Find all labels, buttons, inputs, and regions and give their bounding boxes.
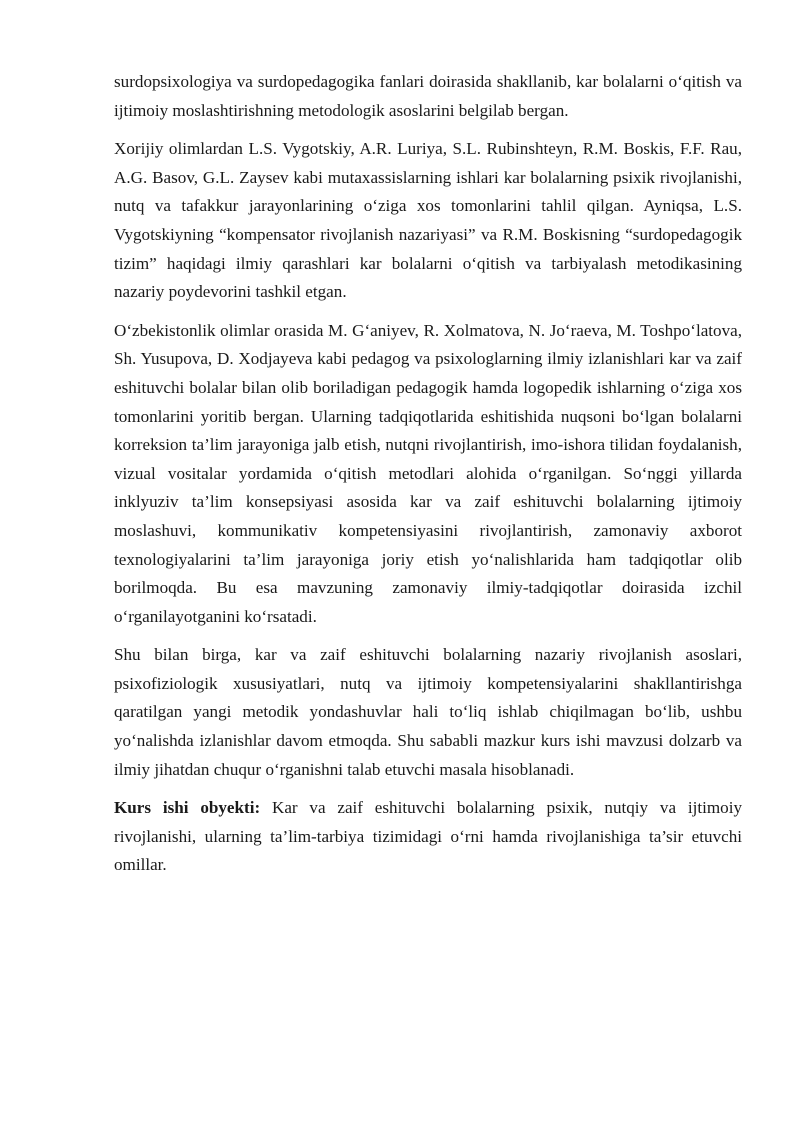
course-object-label: Kurs ishi obyekti:: [114, 798, 261, 818]
paragraph-text: O‘zbekistonlik olimlar orasida M. G‘aniyev, R. Xolmatova, N. Jo‘raeva, M. Toshpo‘latova, Sh. Yusupova, D. Xodjayeva kabi pedagog va psixologlarning ilmiy izlanishlari kar va zaif eshituvchi bolalar bilan olib boriladigan pedagogik hamda logopedik ishlarning o‘ziga xos tomonlarini yoritib bergan. Ularning tadqiqotlarida eshitishida nuqsoni bo‘lgan bolalarni korreksion ta’lim jarayoniga jalb etish, nutqni rivojlantirish, imo-ishora tilidan foydalanish, vizual vositalar yordamida o‘qitish metodlari alohida o‘rganilgan. So‘nggi yillarda inklyuziv ta’lim konsepsiyasi asosida kar va zaif eshituvchi bolalarning ijtimoiy moslashuvi, kommunikativ kompetensiyasini rivojlantirish, zamonaviy axborot texnologiyalarini ta’lim jarayoniga joriy etish yo‘nalishlarida ham tadqiqotlar olib borilmoqda. Bu esa mavzuning zamonaviy ilmiy-tadqiqotlar doirasida izchil o‘rganilayotganini ko‘rsatadi.: [114, 320, 742, 626]
paragraph-intro-continuation: [114, 68, 742, 125]
paragraph-foreign-scholars: [114, 135, 742, 307]
paragraph-text: surdopsixologiya va surdopedagogika fanlari doirasida shakllanib, kar bolalarni o‘qitish va ijtimoiy moslashtirishning metodologik asoslarini belgilab bergan.: [114, 72, 742, 120]
paragraph-uzbek-scholars: [114, 317, 742, 632]
paragraph-text: Xorijiy olimlardan L.S. Vygotskiy, A.R. Luriya, S.L. Rubinshteyn, R.M. Boskis, F.F. Rau, A.G. Basov, G.L. Zaysev kabi mutaxassislarning ishlari kar bolalarning psixik rivojlanishi, nutq va tafakkur jarayonlarining o‘ziga xos tomonlarini tahlil qilgan. Ayniqsa, L.S. Vygotskiyning “kompensator rivojlanish nazariyasi” va R.M. Boskisning “surdopedagogik tizim” haqidagi ilmiy qarashlari kar bolalarni o‘qitish va tarbiyalash metodikasining nazariy poydevorini tashkil etgan.: [114, 139, 742, 302]
paragraph-relevance: [114, 641, 742, 784]
paragraph-text: Kar va zaif eshituvchi bolalarning psixik, nutqiy va ijtimoiy rivojlanishi, ularning ta’lim-tarbiya tizimidagi o‘rni hamda rivojlanishiga ta’sir etuvchi omillar.: [114, 798, 743, 875]
paragraph-text: Shu bilan birga, kar va zaif eshituvchi bolalarning nazariy rivojlanish asoslari, psixofiziologik xususiyatlari, nutq va ijtimoiy kompetensiyalarini shakllantirishga qaratilgan yangi metodik yondashuvlar hali to‘liq ishlab chiqilmagan bo‘lib, ushbu yo‘nalishda izlanishlar davom etmoqda. Shu sababli mazkur kurs ishi mavzusi dolzarb va ilmiy jihatdan chuqur o‘rganishni talab etuvchi masala hisoblanadi.: [114, 645, 742, 779]
paragraph-course-object: [114, 794, 742, 880]
document-page: [114, 68, 742, 880]
